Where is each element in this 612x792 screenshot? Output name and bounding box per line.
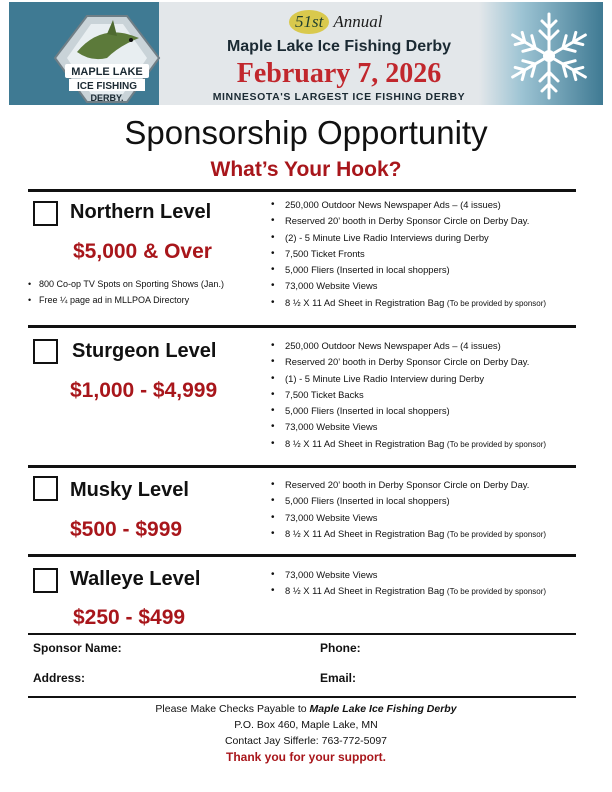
divider	[28, 189, 576, 192]
snowflake-icon	[499, 8, 599, 104]
list-item: • Reserved 20’ booth in Derby Sponsor Circle on Derby Day.	[271, 354, 546, 370]
list-item: • (1) - 5 Minute Live Radio Interview during Derby	[271, 371, 546, 387]
northern-benefits	[271, 197, 546, 311]
benefit-text: 8 ½ X 11 Ad Sheet in Registration Bag	[285, 437, 445, 449]
benefit-note: (To be provided by sponsor)	[446, 587, 547, 597]
level-checkbox-musky[interactable]	[33, 476, 58, 501]
level-checkbox-walleye[interactable]	[33, 568, 58, 593]
benefit-text: 8 ½ X 11 Ad Sheet in Registration Bag	[285, 296, 445, 308]
anniversary-label	[289, 10, 382, 34]
page-title: Sponsorship Opportunity	[124, 114, 488, 151]
list-item	[271, 583, 546, 599]
list-item: • 73,000 Website Views	[271, 567, 546, 583]
checks-prefix: Please Make Checks Payable to	[155, 703, 307, 715]
list-item: • 5,000 Fliers (Inserted in local shoppers)	[271, 403, 546, 419]
sturgeon-benefits	[271, 338, 546, 452]
list-item: • 73,000 Website Views	[271, 510, 546, 526]
logo-line-2: ICE FISHING	[76, 81, 138, 92]
list-item: • Reserved 20’ booth in Derby Sponsor Circle on Derby Day.	[271, 477, 546, 493]
level-price-sturgeon: $1,000 - $4,999	[70, 379, 218, 402]
list-item	[271, 526, 546, 542]
thank-you-note: Thank you for your support.	[225, 750, 386, 764]
list-item: • 73,000 Website Views	[271, 419, 546, 435]
benefit-note: (To be provided by sponsor)	[446, 439, 547, 449]
divider	[28, 325, 576, 328]
logo-line-1: MAPLE LAKE	[71, 66, 143, 78]
list-item: • 5,000 Fliers (Inserted in local shoppers)	[271, 262, 546, 278]
header-banner	[9, 2, 603, 105]
list-item: • 250,000 Outdoor News Newspaper Ads – (4 issues)	[271, 338, 546, 354]
list-item: • Reserved 20’ booth in Derby Sponsor Circle on Derby Day.	[271, 213, 546, 229]
list-item	[271, 436, 546, 452]
list-item: • 7,500 Ticket Fronts	[271, 246, 546, 262]
list-item: • 250,000 Outdoor News Newspaper Ads – (4 issues)	[271, 197, 546, 213]
list-item: • Free ¼ page ad in MLLPOA Directory	[27, 292, 224, 308]
anniversary-word: Annual	[333, 12, 383, 31]
level-checkbox-northern[interactable]	[33, 201, 58, 226]
list-item: • (2) - 5 Minute Live Radio Interviews during Derby	[271, 230, 546, 246]
divider	[28, 633, 576, 635]
benefit-note: (To be provided by sponsor)	[446, 298, 547, 308]
page-subtitle: What’s Your Hook?	[210, 158, 402, 181]
divider	[28, 465, 576, 468]
email-field[interactable]: Email:	[320, 671, 357, 685]
level-name-walleye: Walleye Level	[70, 568, 201, 590]
list-item: • 7,500 Ticket Backs	[271, 387, 546, 403]
banner-date: February 7, 2026	[236, 58, 442, 89]
level-price-northern: $5,000 & Over	[73, 240, 212, 263]
logo-line-3: DERBY.	[90, 93, 124, 103]
phone-field[interactable]: Phone:	[320, 641, 361, 655]
sponsor-name-field[interactable]: Sponsor Name:	[33, 641, 122, 655]
benefit-text: 8 ½ X 11 Ad Sheet in Registration Bag	[285, 527, 445, 539]
po-box: P.O. Box 460, Maple Lake, MN	[234, 719, 378, 731]
level-checkbox-sturgeon[interactable]	[33, 339, 58, 364]
walleye-benefits	[271, 567, 546, 600]
banner-tagline: MINNESOTA'S LARGEST ICE FISHING DERBY	[212, 91, 466, 103]
banner-title: Maple Lake Ice Fishing Derby	[226, 38, 452, 55]
derby-logo	[47, 12, 167, 104]
contact-line: Contact Jay Sifferle: 763-772-5097	[224, 735, 388, 747]
divider	[28, 696, 576, 698]
benefit-note: (To be provided by sponsor)	[446, 529, 547, 539]
benefit-text: 8 ½ X 11 Ad Sheet in Registration Bag	[285, 585, 445, 597]
musky-benefits	[271, 477, 546, 542]
list-item: • 5,000 Fliers (Inserted in local shoppers)	[271, 493, 546, 509]
anniversary-number: 51st	[289, 10, 329, 34]
northern-extra-benefits	[27, 276, 224, 308]
level-name-northern: Northern Level	[70, 201, 212, 223]
checks-payee: Maple Lake Ice Fishing Derby	[309, 703, 457, 715]
divider	[28, 554, 576, 557]
level-name-sturgeon: Sturgeon Level	[72, 340, 217, 362]
list-item: • 800 Co-op TV Spots on Sporting Shows (Jan.)	[27, 276, 224, 292]
list-item	[271, 295, 546, 311]
level-name-musky: Musky Level	[70, 479, 189, 501]
level-price-musky: $500 - $999	[70, 518, 183, 541]
address-field[interactable]: Address:	[33, 671, 86, 685]
list-item: • 73,000 Website Views	[271, 278, 546, 294]
level-price-walleye: $250 - $499	[73, 606, 186, 629]
checks-payable-line	[0, 703, 612, 715]
